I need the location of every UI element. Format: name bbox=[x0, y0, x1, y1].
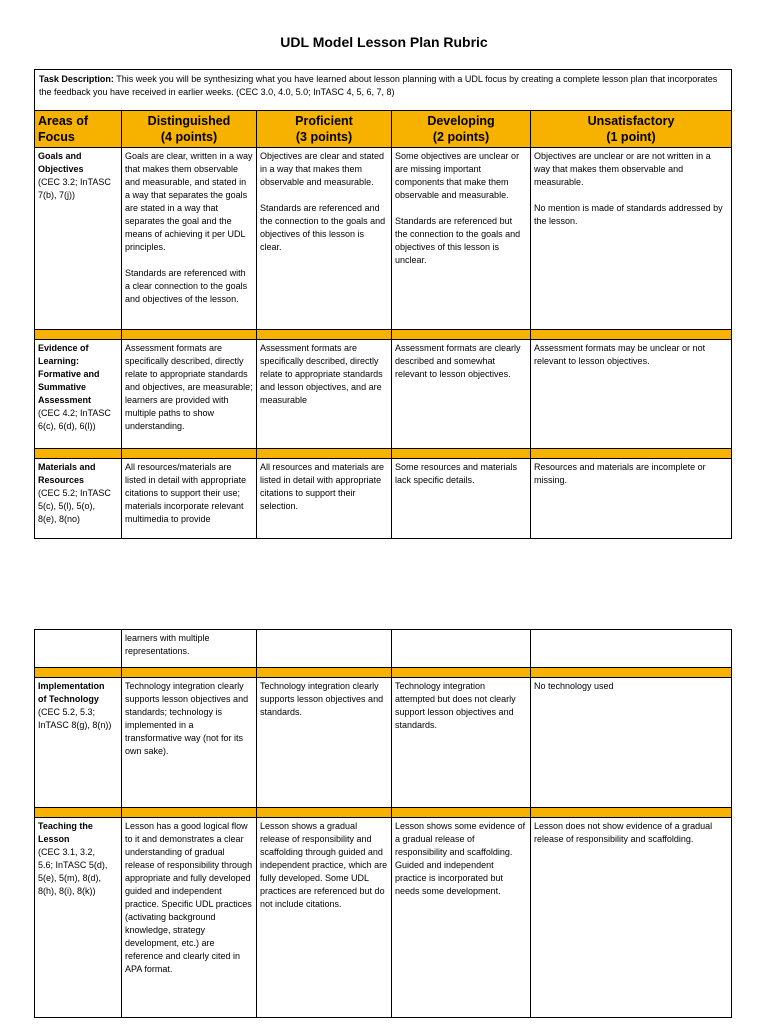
continuation-row bbox=[35, 630, 732, 668]
separator-row bbox=[35, 668, 732, 678]
rubric-cell-distinguished: Assessment formats are specifically described, directly relate to appropriate standards and objectives, are measurable; learners are provided with multiple paths to show understanding. bbox=[122, 340, 257, 449]
header-proficient: Proficient (3 points) bbox=[257, 111, 392, 148]
continuation-cell-criterion bbox=[35, 630, 122, 668]
rubric-cell-proficient: All resources and materials are listed in detail with appropriate citations to support their selection. bbox=[257, 459, 392, 539]
criterion-standards: (CEC 3.1, 3.2, 5.6; InTASC 5(d), 5(e), 5(m), 8(d), 8(h), 8(i), 8(k)) bbox=[38, 847, 108, 896]
header-distinguished: Distinguished (4 points) bbox=[122, 111, 257, 148]
row-implementation-technology bbox=[35, 678, 732, 808]
criterion-cell bbox=[35, 459, 122, 539]
task-description bbox=[35, 70, 732, 111]
row-goals-objectives bbox=[35, 148, 732, 330]
header-developing: Developing (2 points) bbox=[392, 111, 531, 148]
separator-row bbox=[35, 330, 732, 340]
rubric-cell-distinguished: All resources/materials are listed in detail with appropriate citations to support their use; materials incorporate relevant multimedia to provide bbox=[122, 459, 257, 539]
criterion-name: Goals and Objectives bbox=[38, 151, 84, 174]
header-unsatisfactory: Unsatisfactory (1 point) bbox=[531, 111, 732, 148]
rubric-cell-proficient: Technology integration clearly supports lesson objectives and standards. bbox=[257, 678, 392, 808]
rubric-cell-unsatisfactory: Assessment formats may be unclear or not relevant to lesson objectives. bbox=[531, 340, 732, 449]
criterion-cell bbox=[35, 678, 122, 808]
rubric-cell-distinguished: Technology integration clearly supports lesson objectives and standards; technology is implemented in a transformative way (not for its own sake). bbox=[122, 678, 257, 808]
rubric-table-page2 bbox=[34, 629, 732, 1018]
task-text: This week you will be synthesizing what you have learned about lesson planning with a UDL focus by creating a complete lesson plan that incorporates the feedback you have received in earlier weeks. (CEC 3.0, 4.0, 5.0; InTASC 4, 5, 6, 7, 8) bbox=[39, 74, 718, 97]
task-description-row bbox=[35, 70, 732, 111]
continuation-cell-developing bbox=[392, 630, 531, 668]
rubric-cell-developing: Technology integration attempted but does not clearly support lesson objectives and standards. bbox=[392, 678, 531, 808]
rubric-table-page1 bbox=[34, 69, 732, 539]
rubric-cell-developing: Assessment formats are clearly described and somewhat relevant to lesson objectives. bbox=[392, 340, 531, 449]
continuation-cell-distinguished: learners with multiple representations. bbox=[122, 630, 257, 668]
rubric-cell-unsatisfactory: No technology used bbox=[531, 678, 732, 808]
criterion-name: Evidence of Learning: Formative and Summative Assessment bbox=[38, 343, 100, 405]
rubric-cell-proficient: Objectives are clear and stated in a way that makes them observable and measurable. Standards are referenced and the connection to the goals and objectives of this lesson is clear. bbox=[257, 148, 392, 330]
criterion-standards: (CEC 5.2; InTASC 5(c), 5(l), 5(o), 8(e), 8(no) bbox=[38, 488, 111, 524]
rubric-cell-unsatisfactory: Objectives are unclear or are not written in a way that makes them observable and measurable. No mention is made of standards addressed by the lesson. bbox=[531, 148, 732, 330]
rubric-cell-developing: Lesson shows some evidence of a gradual release of responsibility and scaffolding. Guided and independent practice is incorporated but needs some development. bbox=[392, 818, 531, 1018]
separator-row bbox=[35, 808, 732, 818]
header-areas-of-focus: Areas of Focus bbox=[35, 111, 122, 148]
row-materials-resources bbox=[35, 459, 732, 539]
rubric-cell-developing: Some objectives are unclear or are missing important components that make them observable and measurable. Standards are referenced but the connection to the goals and objectives of this lesson is unclear. bbox=[392, 148, 531, 330]
criterion-standards: (CEC 5.2, 5.3; InTASC 8(g), 8(n)) bbox=[38, 707, 112, 730]
criterion-standards: (CEC 4.2; InTASC 6(c), 6(d), 6(l)) bbox=[38, 408, 111, 431]
criterion-name: Materials and Resources bbox=[38, 462, 96, 485]
continuation-cell-proficient bbox=[257, 630, 392, 668]
criterion-cell bbox=[35, 148, 122, 330]
rubric-cell-unsatisfactory: Resources and materials are incomplete or missing. bbox=[531, 459, 732, 539]
criterion-name: Teaching the Lesson bbox=[38, 821, 93, 844]
criterion-cell bbox=[35, 340, 122, 449]
row-teaching-the-lesson bbox=[35, 818, 732, 1018]
header-row bbox=[35, 111, 732, 148]
rubric-cell-developing: Some resources and materials lack specific details. bbox=[392, 459, 531, 539]
rubric-cell-distinguished: Lesson has a good logical flow to it and demonstrates a clear understanding of gradual release of responsibility through appropriate and fully developed guided and independent practice. Specific UDL practices (activating background knowledge, strategy development, etc.) are reference and clearly cited in APA format. bbox=[122, 818, 257, 1018]
row-evidence-of-learning bbox=[35, 340, 732, 449]
criterion-standards: (CEC 3.2; InTASC 7(b), 7(j)) bbox=[38, 177, 111, 200]
rubric-cell-proficient: Lesson shows a gradual release of responsibility and scaffolding through guided and independent practice, which are fully developed. Some UDL practices are referenced but do not include citations. bbox=[257, 818, 392, 1018]
rubric-cell-proficient: Assessment formats are specifically described, directly relate to appropriate standards and lesson objectives, and are measurable bbox=[257, 340, 392, 449]
rubric-cell-distinguished: Goals are clear, written in a way that makes them observable and measurable, and stated in a way that separates the goals are stated in a way that separates the goal and the means of achieving it per UDL principles. Standards are referenced with a clear connection to the goals and objectives of the lesson. bbox=[122, 148, 257, 330]
rubric-cell-unsatisfactory: Lesson does not show evidence of a gradual release of responsibility and scaffolding. bbox=[531, 818, 732, 1018]
separator-row bbox=[35, 449, 732, 459]
criterion-cell bbox=[35, 818, 122, 1018]
continuation-cell-unsatisfactory bbox=[531, 630, 732, 668]
document-title: UDL Model Lesson Plan Rubric bbox=[280, 34, 488, 50]
criterion-name: Implementation of Technology bbox=[38, 681, 105, 704]
task-label: Task Description: bbox=[39, 74, 114, 84]
